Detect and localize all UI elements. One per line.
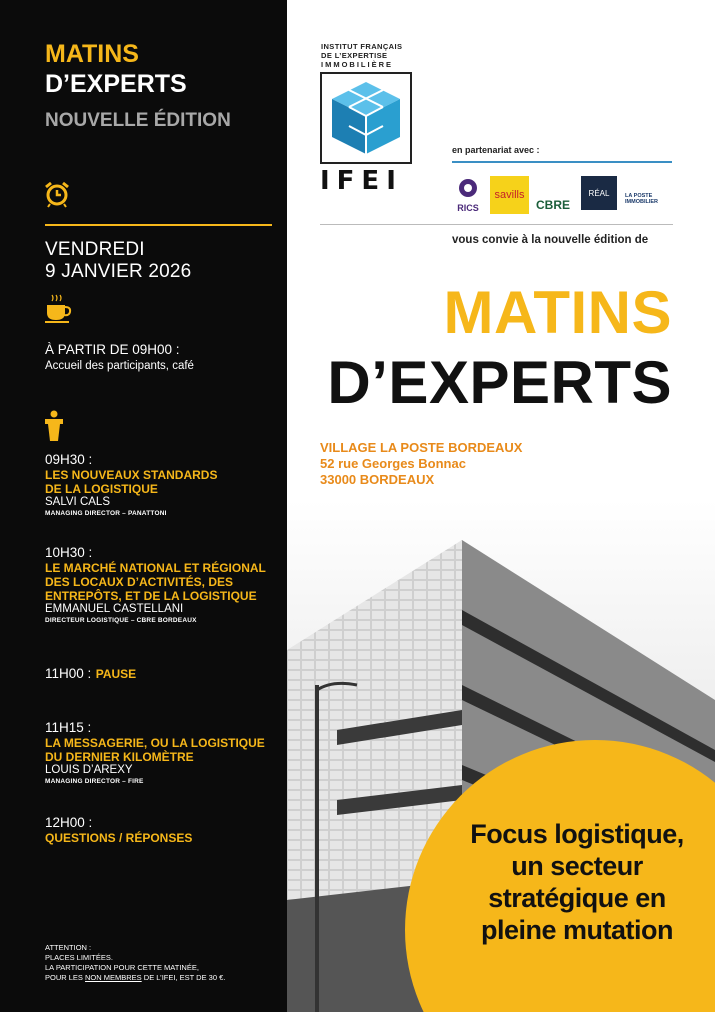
- speaker-name: SALVI CALS: [45, 496, 110, 508]
- focus-line: Focus logistique,: [470, 819, 684, 849]
- note-line: [45, 973, 225, 983]
- header-rule: [320, 224, 673, 225]
- date-line2: 9 JANVIER 2026: [45, 261, 192, 282]
- savills-text: savills: [494, 189, 525, 201]
- slot-time: 09H30 :: [45, 452, 93, 467]
- note-underline: NON MEMBRES: [85, 973, 142, 982]
- note-text: DE L’IFEI, EST DE 30 €.: [141, 973, 226, 982]
- right-panel: [287, 0, 715, 1012]
- laposte-logo: [625, 193, 658, 205]
- institute-line: INSTITUT FRANÇAIS: [321, 42, 403, 51]
- schedule-slot: [45, 720, 265, 786]
- coffee-cup-icon: [44, 293, 74, 325]
- note-line: ATTENTION :: [45, 943, 92, 952]
- pause-time: 11H00 :: [45, 666, 92, 681]
- focus-line: stratégique en: [488, 883, 666, 913]
- qa-label: QUESTIONS / RÉPONSES: [45, 831, 193, 845]
- focus-line: un secteur: [511, 851, 643, 881]
- speaker-name: EMMANUEL CASTELLANI: [45, 603, 184, 615]
- rics-logo: [451, 178, 485, 214]
- schedule-slot: [45, 545, 266, 625]
- title-line2: D’EXPERTS: [45, 70, 187, 98]
- qa-slot: [45, 815, 192, 845]
- cbre-logo: CBRE: [536, 198, 571, 212]
- partner-divider: [452, 161, 672, 163]
- venue-city: 33000 BORDEAUX: [320, 472, 435, 487]
- partner-label: en partenariat avec :: [452, 145, 540, 155]
- left-panel: [0, 0, 287, 1012]
- real-logo: RÉAL: [581, 176, 617, 210]
- institute-line: IMMOBILIÈRE: [321, 60, 393, 69]
- alarm-clock-icon: [43, 180, 71, 208]
- welcome-text: Accueil des participants, café: [45, 360, 194, 372]
- laposte-line: IMMOBILIER: [625, 199, 658, 205]
- pause-label: PAUSE: [95, 667, 137, 681]
- date-line1: VENDREDI: [45, 239, 145, 260]
- note-line: LA PARTICIPATION POUR CETTE MATINÉE,: [45, 963, 199, 972]
- speaker-role: MANAGING DIRECTOR – PANATTONI: [45, 510, 167, 517]
- slot-time: 10H30 :: [45, 545, 93, 560]
- slot-title-line: DE LA LOGISTIQUE: [45, 482, 158, 496]
- ifei-logo-box: [320, 72, 412, 164]
- institute-name: [321, 42, 402, 69]
- slot-title-line: ENTREPÔTS, ET DE LA LOGISTIQUE: [45, 589, 257, 603]
- savills-logo: [490, 176, 529, 214]
- welcome-time: À PARTIR DE 09H00 :: [45, 342, 180, 357]
- speaker-role: MANAGING DIRECTOR – FIRE: [45, 778, 144, 785]
- ifei-cube-icon: [322, 74, 410, 162]
- laposte-line: LA POSTE: [625, 193, 653, 199]
- focus-text: [447, 818, 707, 946]
- pause-slot: [45, 665, 136, 683]
- venue-name: VILLAGE LA POSTE BORDEAUX: [320, 440, 523, 455]
- speaker-role: DIRECTEUR LOGISTIQUE – CBRE BORDEAUX: [45, 617, 197, 624]
- institute-line: DE L’EXPERTISE: [321, 51, 388, 60]
- slot-title-line: DES LOCAUX D’ACTIVITÉS, DES: [45, 575, 234, 589]
- schedule-slot: [45, 452, 217, 518]
- divider: [45, 224, 272, 226]
- focus-line: pleine mutation: [480, 915, 673, 945]
- note-text: POUR LES: [45, 973, 86, 982]
- rics-text: RICS: [457, 203, 479, 213]
- attendance-note: [45, 943, 225, 983]
- speaker-name: LOUIS D’AREXY: [45, 764, 133, 776]
- invite-text: vous convie à la nouvelle édition de: [452, 234, 649, 246]
- qa-time: 12H00 :: [45, 815, 93, 830]
- speaker-lectern-icon: [44, 410, 68, 442]
- venue-street: 52 rue Georges Bonnac: [320, 456, 466, 471]
- slot-title-line: LE MARCHÉ NATIONAL ET RÉGIONAL: [45, 561, 266, 575]
- slot-title-line: DU DERNIER KILOMÈTRE: [45, 750, 194, 764]
- title-line1: MATINS: [45, 40, 139, 68]
- subtitle: NOUVELLE ÉDITION: [45, 110, 231, 131]
- slot-time: 11H15 :: [45, 720, 92, 735]
- ifei-logo-text: IFEI: [320, 166, 403, 196]
- note-line: PLACES LIMITÉES.: [45, 953, 113, 962]
- rics-lion-icon: [457, 178, 479, 198]
- slot-title-line: LES NOUVEAUX STANDARDS: [45, 468, 218, 482]
- main-title-line1: MATINS: [443, 279, 672, 346]
- main-title-line2: D’EXPERTS: [327, 349, 672, 416]
- slot-title-line: LA MESSAGERIE, OU LA LOGISTIQUE: [45, 736, 265, 750]
